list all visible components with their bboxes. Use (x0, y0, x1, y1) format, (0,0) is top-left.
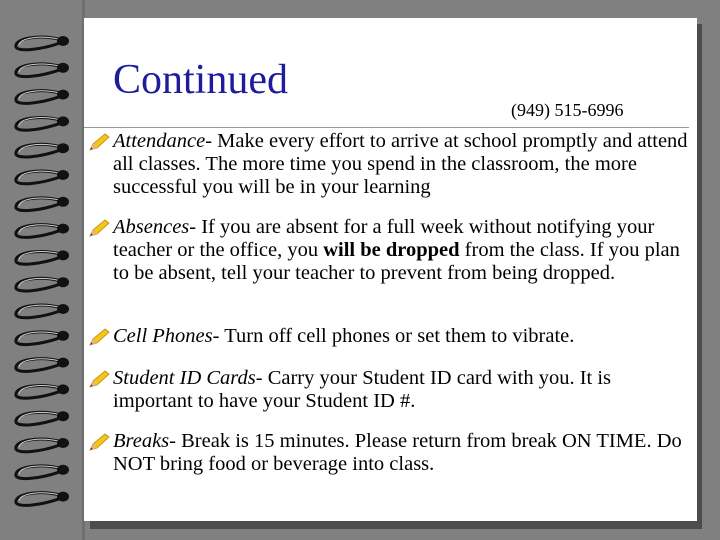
binding-ring (16, 197, 69, 211)
pencil-icon (88, 133, 110, 151)
bullet-separator: - (169, 430, 182, 452)
binding-ring (16, 384, 69, 398)
binding-ring (16, 170, 69, 184)
bullet-separator: - (205, 130, 218, 152)
binding-ring (16, 143, 69, 157)
bullet-heading: Attendance (113, 130, 206, 152)
binding-ring (16, 90, 69, 104)
bullet-heading: Cell Phones (113, 325, 213, 347)
binding-ring (16, 411, 69, 425)
binding-ring (16, 331, 69, 345)
bullet-text-continued: from the class. If you plan to be absent, tell your teacher to prevent from being dropped. (113, 239, 680, 284)
bullet-text: Carry your Student ID card with you. It is important to have your Student ID #. (113, 367, 612, 412)
bullet-separator: - (189, 216, 202, 238)
pencil-icon (88, 219, 110, 237)
bullet-heading: Student ID Cards (113, 367, 256, 389)
binding-ring (16, 358, 69, 372)
binding-ring (16, 304, 69, 318)
binding-ring (16, 36, 69, 50)
spiral-rings (0, 0, 85, 540)
page-title: Continued (113, 57, 288, 103)
bullet-absences (88, 216, 688, 285)
binding-ring (16, 116, 69, 130)
bullet-text: Break is 15 minutes. Please return from break ON TIME. Do NOT bring food or beverage into class. (113, 430, 682, 475)
binding-ring (16, 250, 69, 264)
bullet-student-id (88, 367, 688, 413)
bullet-text: Turn off cell phones or set them to vibrate. (224, 325, 575, 347)
phone-number: (949) 515-6996 (511, 100, 624, 120)
bullet-attendance (88, 130, 688, 199)
title-divider (84, 127, 689, 128)
bullet-breaks (88, 430, 688, 476)
bullet-heading: Absences (113, 216, 190, 238)
bullet-separator: - (212, 325, 225, 347)
binding-ring (16, 224, 69, 238)
binding-ring (16, 63, 69, 77)
bullet-emphasis: will be dropped (323, 239, 460, 261)
bullet-cell-phones (88, 325, 688, 348)
bullet-separator: - (255, 367, 268, 389)
bullet-text: Make every effort to arrive at school promptly and attend all classes. The more time you spend in the classroom, the more successful you will be in your learning (113, 130, 688, 198)
notebook-binding (0, 0, 85, 540)
pencil-icon (88, 370, 110, 388)
pencil-icon (88, 433, 110, 451)
binding-ring (16, 492, 69, 506)
binding-ring (16, 438, 69, 452)
pencil-icon (88, 328, 110, 346)
bullet-heading: Breaks (113, 430, 170, 452)
binding-ring (16, 465, 69, 479)
binding-ring (16, 277, 69, 291)
bullet-text: If you are absent for a full week without notifying your teacher or the office, you (113, 216, 655, 261)
